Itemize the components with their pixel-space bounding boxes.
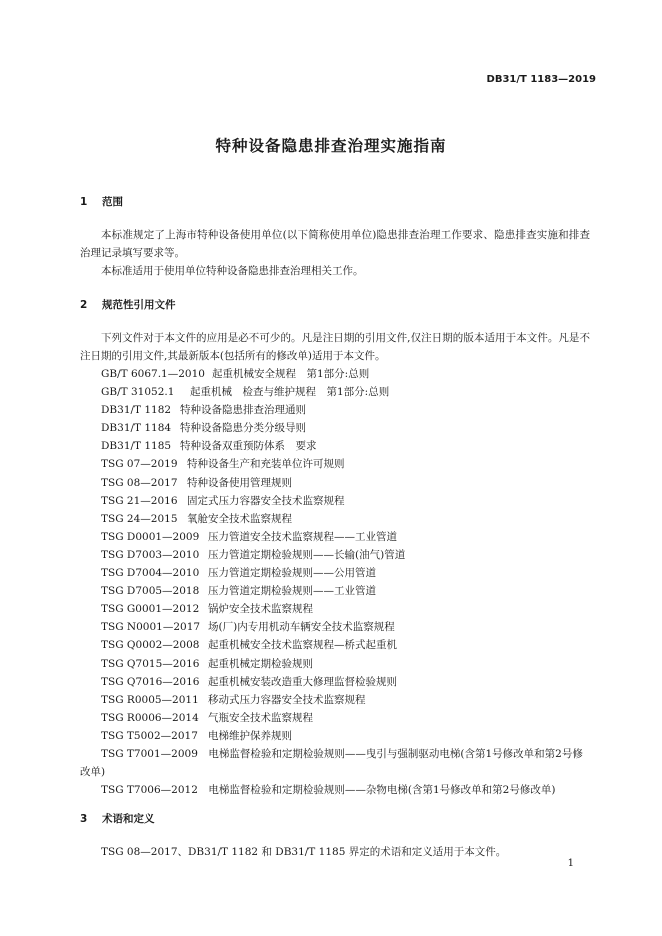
reference-code: TSG R0006—2014: [101, 711, 199, 724]
reference-item: [80, 383, 592, 401]
reference-item: [80, 365, 592, 383]
paragraph: TSG 08—2017、DB31/T 1182 和 DB31/T 1185 界定的术语和定义适用于本文件。: [101, 846, 507, 858]
reference-name: 气瓶安全技术监察规程: [208, 711, 313, 724]
reference-name: 移动式压力容器安全技术监察规程: [208, 693, 366, 706]
reference-item: [80, 673, 592, 691]
reference-code: DB31/T 1184: [101, 422, 172, 435]
reference-code: DB31/T 1185: [101, 440, 172, 453]
section-number: 3: [80, 813, 88, 825]
reference-name: 压力管道定期检验规则——长输(油气)管道: [208, 548, 406, 561]
reference-code: GB/T 31052.1: [101, 386, 175, 399]
section-title: 规范性引用文件: [102, 299, 176, 311]
reference-name: 起重机械安全技术监察规程—桥式起重机: [208, 639, 397, 652]
reference-item: [80, 510, 592, 528]
document-title: 特种设备隐患排查治理实施指南: [215, 137, 447, 155]
reference-code: TSG D7003—2010: [101, 548, 200, 561]
reference-item: [80, 600, 592, 618]
reference-code: TSG T5002—2017: [101, 729, 198, 742]
reference-item: [80, 546, 592, 564]
reference-code: TSG Q7015—2016: [101, 657, 200, 670]
section-2-heading: [80, 297, 176, 312]
section-title: 范围: [102, 196, 123, 208]
reference-list: [80, 365, 592, 799]
reference-item: [80, 709, 592, 727]
reference-item: [80, 437, 592, 455]
reference-name: 压力管道定期检验规则——工业管道: [208, 585, 376, 598]
section-number: 1: [80, 196, 88, 208]
reference-code: TSG D7004—2010: [101, 567, 200, 580]
section-2-intro: [80, 329, 590, 365]
reference-item: [80, 492, 592, 510]
reference-name: 起重机械 检查与维护规程 第1部分:总则: [190, 386, 390, 399]
reference-code: TSG 24—2015: [101, 512, 178, 525]
reference-name: 特种设备隐患排查治理通则: [180, 404, 306, 417]
section-3-heading: [80, 811, 155, 826]
reference-code: GB/T 6067.1—2010: [101, 368, 205, 380]
reference-name: 压力管道安全技术监察规程——工业管道: [208, 530, 397, 543]
reference-name: 固定式压力容器安全技术监察规程: [187, 494, 345, 507]
reference-name: 起重机械定期检验规则: [208, 657, 313, 670]
standard-number: DB31/T 1183—2019: [486, 74, 596, 85]
reference-item: [80, 401, 592, 419]
paragraph: 本标准规定了上海市特种设备使用单位(以下简称使用单位)隐患排查治理工作要求、隐患排查实施和排查治理记录填写要求等。: [80, 229, 590, 259]
paragraph: 下列文件对于本文件的应用是必不可少的。凡是注日期的引用文件,仅注日期的版本适用于本文件。凡是不注日期的引用文件,其最新版本(包括所有的修改单)适用于本文件。: [80, 332, 590, 362]
reference-code: TSG G0001—2012: [101, 603, 200, 616]
reference-item: [80, 781, 592, 799]
reference-item: [80, 727, 592, 745]
reference-code: TSG D0001—2009: [101, 530, 200, 543]
reference-item: [80, 455, 592, 473]
reference-name: 电梯维护保养规则: [208, 729, 292, 742]
reference-item: [80, 528, 592, 546]
section-number: 2: [80, 299, 88, 311]
reference-code: TSG 07—2019: [101, 458, 178, 471]
section-3-body: [80, 843, 590, 861]
reference-name: 特种设备双重预防体系 要求: [180, 440, 317, 453]
reference-item: [80, 636, 592, 654]
reference-item: [80, 655, 592, 673]
reference-code: TSG N0001—2017: [101, 621, 201, 634]
reference-name: 起重机械安全规程 第1部分:总则: [212, 368, 370, 380]
reference-code: TSG Q7016—2016: [101, 675, 200, 688]
reference-name: 场(厂)内专用机动车辆安全技术监察规程: [208, 621, 395, 634]
reference-name: 特种设备使用管理规则: [187, 476, 292, 489]
section-title: 术语和定义: [102, 813, 155, 825]
page-number: 1: [567, 858, 574, 869]
reference-text: TSG T7006—2012 电梯监督检验和定期检验规则——杂物电梯(含第1号修改单和第2号修改单): [101, 784, 556, 797]
section-1-heading: [80, 194, 123, 209]
reference-name: 锅炉安全技术监察规程: [208, 603, 313, 616]
reference-code: TSG 21—2016: [101, 494, 178, 507]
reference-code: DB31/T 1182: [101, 404, 172, 417]
reference-code: TSG D7005—2018: [101, 585, 200, 598]
reference-item: [80, 618, 592, 636]
reference-item: [80, 474, 592, 492]
reference-code: TSG R0005—2011: [101, 693, 199, 706]
reference-name: 特种设备隐患分类分级导则: [180, 422, 306, 435]
reference-name: 特种设备生产和充装单位许可规则: [187, 458, 345, 471]
reference-text: TSG T7001—2009 电梯监督检验和定期检验规则——曳引与强制驱动电梯(含第1号修改单和第2号修改单): [80, 747, 583, 779]
reference-item: [80, 691, 592, 709]
reference-item: [80, 745, 592, 781]
reference-name: 起重机械安装改造重大修理监督检验规则: [208, 675, 397, 688]
reference-item: [80, 419, 592, 437]
reference-code: TSG 08—2017: [101, 476, 178, 489]
reference-name: 压力管道定期检验规则——公用管道: [208, 567, 376, 580]
section-1-body: [80, 226, 590, 280]
reference-item: [80, 582, 592, 600]
paragraph: 本标准适用于使用单位特种设备隐患排查治理相关工作。: [101, 265, 364, 277]
reference-item: [80, 564, 592, 582]
reference-name: 氧舱安全技术监察规程: [187, 512, 292, 525]
reference-code: TSG Q0002—2008: [101, 639, 200, 652]
